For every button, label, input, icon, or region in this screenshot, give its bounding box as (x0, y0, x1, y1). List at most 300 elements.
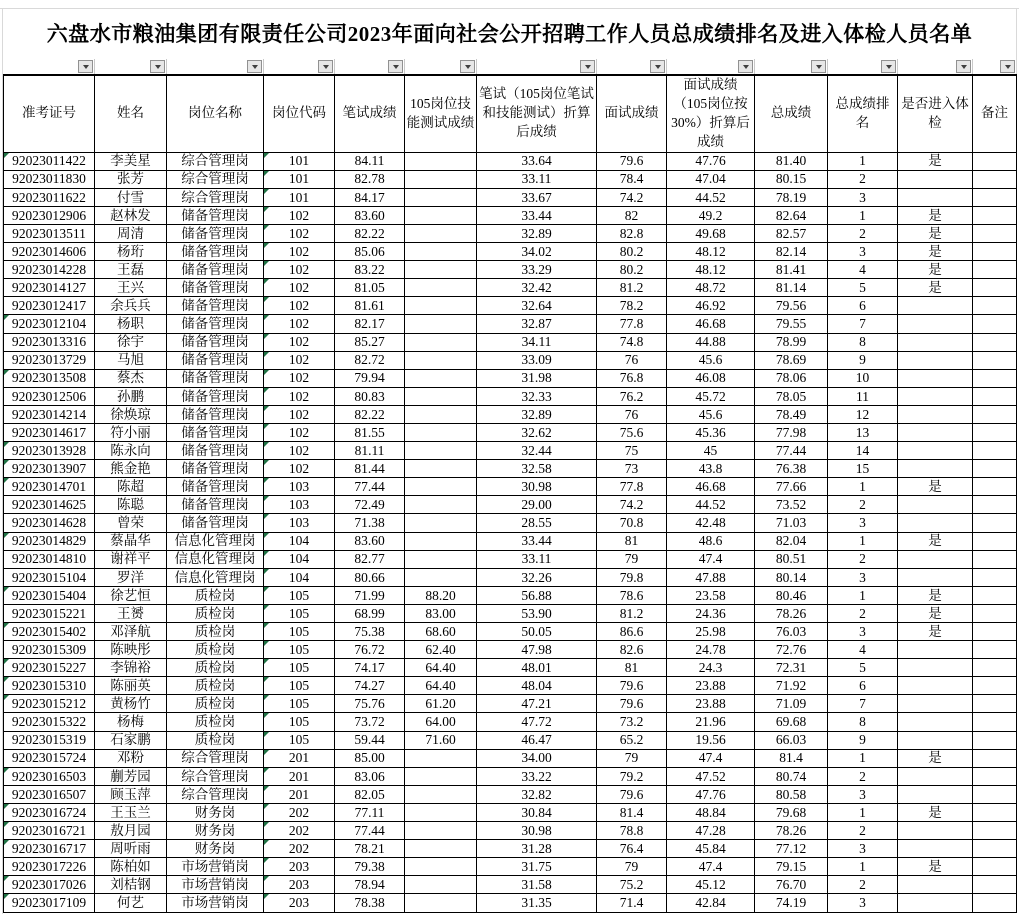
id-cell[interactable]: 92023016717 (4, 840, 95, 858)
total-cell[interactable]: 76.70 (755, 876, 828, 894)
written-converted-cell[interactable]: 48.04 (477, 677, 597, 695)
rank-cell[interactable]: 2 (828, 170, 898, 188)
total-cell[interactable]: 77.66 (755, 478, 828, 496)
rank-cell[interactable]: 1 (828, 803, 898, 821)
skill-test-cell[interactable]: 64.40 (405, 677, 477, 695)
rank-cell[interactable]: 3 (828, 188, 898, 206)
rank-cell[interactable]: 3 (828, 243, 898, 261)
medical-cell[interactable]: 是 (898, 604, 973, 622)
remark-cell[interactable] (973, 333, 1017, 351)
written-converted-cell[interactable]: 47.72 (477, 713, 597, 731)
name-cell[interactable]: 孙鹏 (95, 387, 167, 405)
column-header-total[interactable]: 总成绩 (755, 75, 828, 152)
id-cell[interactable]: 92023017226 (4, 858, 95, 876)
written-converted-cell[interactable]: 31.35 (477, 894, 597, 912)
rank-cell[interactable]: 6 (828, 297, 898, 315)
id-cell[interactable]: 92023014214 (4, 405, 95, 423)
interview-converted-cell[interactable]: 46.92 (667, 297, 755, 315)
id-cell[interactable]: 92023015724 (4, 749, 95, 767)
written-cell[interactable]: 79.94 (335, 369, 405, 387)
remark-cell[interactable] (973, 261, 1017, 279)
skill-test-cell[interactable] (405, 442, 477, 460)
position-cell[interactable]: 质检岗 (167, 641, 264, 659)
skill-test-cell[interactable] (405, 369, 477, 387)
written-converted-cell[interactable]: 33.11 (477, 550, 597, 568)
written-cell[interactable]: 83.60 (335, 532, 405, 550)
written-converted-cell[interactable]: 53.90 (477, 604, 597, 622)
code-cell[interactable]: 102 (264, 224, 335, 242)
position-cell[interactable]: 储备管理岗 (167, 297, 264, 315)
id-cell[interactable]: 92023015212 (4, 695, 95, 713)
interview-cell[interactable]: 78.4 (597, 170, 667, 188)
interview-cell[interactable]: 76.4 (597, 840, 667, 858)
remark-cell[interactable] (973, 405, 1017, 423)
remark-cell[interactable] (973, 460, 1017, 478)
code-cell[interactable]: 201 (264, 749, 335, 767)
interview-cell[interactable]: 77.8 (597, 315, 667, 333)
id-cell[interactable]: 92023013907 (4, 460, 95, 478)
position-cell[interactable]: 储备管理岗 (167, 315, 264, 333)
interview-cell[interactable]: 70.8 (597, 514, 667, 532)
interview-cell[interactable]: 79.8 (597, 568, 667, 586)
remark-cell[interactable] (973, 623, 1017, 641)
position-cell[interactable]: 储备管理岗 (167, 423, 264, 441)
code-cell[interactable]: 203 (264, 858, 335, 876)
medical-cell[interactable] (898, 731, 973, 749)
position-cell[interactable]: 信息化管理岗 (167, 550, 264, 568)
name-cell[interactable]: 蔡晶华 (95, 532, 167, 550)
remark-cell[interactable] (973, 478, 1017, 496)
position-cell[interactable]: 综合管理岗 (167, 785, 264, 803)
written-cell[interactable]: 81.05 (335, 279, 405, 297)
remark-cell[interactable] (973, 876, 1017, 894)
interview-converted-cell[interactable]: 23.88 (667, 677, 755, 695)
skill-test-cell[interactable] (405, 333, 477, 351)
interview-converted-cell[interactable]: 47.88 (667, 568, 755, 586)
interview-cell[interactable]: 76 (597, 405, 667, 423)
name-cell[interactable]: 谢祥平 (95, 550, 167, 568)
written-converted-cell[interactable]: 33.44 (477, 532, 597, 550)
written-converted-cell[interactable]: 32.26 (477, 568, 597, 586)
remark-cell[interactable] (973, 188, 1017, 206)
name-cell[interactable]: 邓粉 (95, 749, 167, 767)
written-cell[interactable]: 79.38 (335, 858, 405, 876)
interview-cell[interactable]: 78.6 (597, 586, 667, 604)
code-cell[interactable]: 203 (264, 876, 335, 894)
written-converted-cell[interactable]: 50.05 (477, 623, 597, 641)
skill-test-cell[interactable]: 64.40 (405, 659, 477, 677)
rank-cell[interactable]: 2 (828, 550, 898, 568)
interview-cell[interactable]: 71.4 (597, 894, 667, 912)
interview-converted-cell[interactable]: 45.12 (667, 876, 755, 894)
code-cell[interactable]: 102 (264, 297, 335, 315)
code-cell[interactable]: 104 (264, 568, 335, 586)
id-cell[interactable]: 92023015309 (4, 641, 95, 659)
rank-cell[interactable]: 3 (828, 568, 898, 586)
position-cell[interactable]: 储备管理岗 (167, 387, 264, 405)
position-cell[interactable]: 综合管理岗 (167, 152, 264, 170)
position-cell[interactable]: 储备管理岗 (167, 442, 264, 460)
medical-cell[interactable]: 是 (898, 803, 973, 821)
interview-converted-cell[interactable]: 46.68 (667, 315, 755, 333)
filter-dropdown-button[interactable] (460, 60, 475, 73)
remark-cell[interactable] (973, 351, 1017, 369)
total-cell[interactable]: 81.40 (755, 152, 828, 170)
written-cell[interactable]: 77.11 (335, 803, 405, 821)
interview-converted-cell[interactable]: 48.12 (667, 243, 755, 261)
interview-converted-cell[interactable]: 44.52 (667, 188, 755, 206)
name-cell[interactable]: 徐焕琼 (95, 405, 167, 423)
interview-cell[interactable]: 80.2 (597, 261, 667, 279)
id-cell[interactable]: 92023014628 (4, 514, 95, 532)
skill-test-cell[interactable] (405, 514, 477, 532)
total-cell[interactable]: 66.03 (755, 731, 828, 749)
rank-cell[interactable]: 3 (828, 894, 898, 912)
skill-test-cell[interactable] (405, 423, 477, 441)
interview-cell[interactable]: 78.2 (597, 297, 667, 315)
total-cell[interactable]: 78.26 (755, 604, 828, 622)
written-cell[interactable]: 71.99 (335, 586, 405, 604)
remark-cell[interactable] (973, 695, 1017, 713)
written-cell[interactable]: 74.17 (335, 659, 405, 677)
interview-converted-cell[interactable]: 47.4 (667, 550, 755, 568)
medical-cell[interactable]: 是 (898, 623, 973, 641)
written-cell[interactable]: 74.27 (335, 677, 405, 695)
column-header-remark[interactable]: 备注 (973, 75, 1017, 152)
rank-cell[interactable]: 3 (828, 840, 898, 858)
id-cell[interactable]: 92023013316 (4, 333, 95, 351)
column-header-skill-test[interactable]: 105岗位技能测试成绩 (405, 75, 477, 152)
filter-dropdown-button[interactable] (881, 60, 896, 73)
name-cell[interactable]: 王兴 (95, 279, 167, 297)
total-cell[interactable]: 80.74 (755, 767, 828, 785)
interview-cell[interactable]: 79 (597, 749, 667, 767)
interview-converted-cell[interactable]: 47.52 (667, 767, 755, 785)
written-converted-cell[interactable]: 33.67 (477, 188, 597, 206)
position-cell[interactable]: 质检岗 (167, 623, 264, 641)
remark-cell[interactable] (973, 822, 1017, 840)
code-cell[interactable]: 105 (264, 677, 335, 695)
interview-converted-cell[interactable]: 49.68 (667, 224, 755, 242)
position-cell[interactable]: 储备管理岗 (167, 496, 264, 514)
written-cell[interactable]: 82.72 (335, 351, 405, 369)
total-cell[interactable]: 77.44 (755, 442, 828, 460)
remark-cell[interactable] (973, 604, 1017, 622)
interview-cell[interactable]: 81 (597, 532, 667, 550)
code-cell[interactable]: 102 (264, 279, 335, 297)
interview-cell[interactable]: 81.2 (597, 604, 667, 622)
skill-test-cell[interactable] (405, 876, 477, 894)
skill-test-cell[interactable] (405, 478, 477, 496)
rank-cell[interactable]: 14 (828, 442, 898, 460)
id-cell[interactable]: 92023016507 (4, 785, 95, 803)
medical-cell[interactable] (898, 369, 973, 387)
name-cell[interactable]: 杨梅 (95, 713, 167, 731)
code-cell[interactable]: 102 (264, 351, 335, 369)
written-cell[interactable]: 71.38 (335, 514, 405, 532)
remark-cell[interactable] (973, 840, 1017, 858)
interview-converted-cell[interactable]: 47.76 (667, 785, 755, 803)
medical-cell[interactable] (898, 876, 973, 894)
medical-cell[interactable] (898, 333, 973, 351)
total-cell[interactable]: 71.09 (755, 695, 828, 713)
rank-cell[interactable]: 9 (828, 731, 898, 749)
filter-dropdown-button[interactable] (811, 60, 826, 73)
medical-cell[interactable] (898, 387, 973, 405)
remark-cell[interactable] (973, 514, 1017, 532)
total-cell[interactable]: 71.03 (755, 514, 828, 532)
id-cell[interactable]: 92023016721 (4, 822, 95, 840)
code-cell[interactable]: 105 (264, 623, 335, 641)
id-cell[interactable]: 92023011422 (4, 152, 95, 170)
column-header-written[interactable]: 笔试成绩 (335, 75, 405, 152)
medical-cell[interactable] (898, 514, 973, 532)
written-converted-cell[interactable]: 31.58 (477, 876, 597, 894)
interview-converted-cell[interactable]: 42.48 (667, 514, 755, 532)
name-cell[interactable]: 陈永向 (95, 442, 167, 460)
rank-cell[interactable]: 15 (828, 460, 898, 478)
interview-cell[interactable]: 74.2 (597, 188, 667, 206)
id-cell[interactable]: 92023015221 (4, 604, 95, 622)
name-cell[interactable]: 徐宇 (95, 333, 167, 351)
rank-cell[interactable]: 8 (828, 333, 898, 351)
code-cell[interactable]: 105 (264, 641, 335, 659)
interview-converted-cell[interactable]: 47.04 (667, 170, 755, 188)
medical-cell[interactable]: 是 (898, 532, 973, 550)
filter-dropdown-button[interactable] (318, 60, 333, 73)
remark-cell[interactable] (973, 767, 1017, 785)
written-converted-cell[interactable]: 33.11 (477, 170, 597, 188)
written-converted-cell[interactable]: 32.89 (477, 405, 597, 423)
column-header-written-converted[interactable]: 笔试（105岗位笔试和技能测试）折算后成绩 (477, 75, 597, 152)
position-cell[interactable]: 储备管理岗 (167, 405, 264, 423)
total-cell[interactable]: 74.19 (755, 894, 828, 912)
total-cell[interactable]: 82.14 (755, 243, 828, 261)
rank-cell[interactable]: 1 (828, 152, 898, 170)
total-cell[interactable]: 78.06 (755, 369, 828, 387)
filter-dropdown-button[interactable] (388, 60, 403, 73)
skill-test-cell[interactable] (405, 840, 477, 858)
id-cell[interactable]: 92023011622 (4, 188, 95, 206)
position-cell[interactable]: 综合管理岗 (167, 188, 264, 206)
name-cell[interactable]: 杨珩 (95, 243, 167, 261)
name-cell[interactable]: 敖月园 (95, 822, 167, 840)
name-cell[interactable]: 罗洋 (95, 568, 167, 586)
id-cell[interactable]: 92023013508 (4, 369, 95, 387)
written-converted-cell[interactable]: 32.64 (477, 297, 597, 315)
written-cell[interactable]: 83.06 (335, 767, 405, 785)
code-cell[interactable]: 102 (264, 333, 335, 351)
position-cell[interactable]: 储备管理岗 (167, 333, 264, 351)
interview-converted-cell[interactable]: 24.78 (667, 641, 755, 659)
interview-cell[interactable]: 79.2 (597, 767, 667, 785)
name-cell[interactable]: 何艺 (95, 894, 167, 912)
id-cell[interactable]: 92023017109 (4, 894, 95, 912)
position-cell[interactable]: 储备管理岗 (167, 460, 264, 478)
total-cell[interactable]: 79.68 (755, 803, 828, 821)
skill-test-cell[interactable] (405, 188, 477, 206)
total-cell[interactable]: 79.15 (755, 858, 828, 876)
medical-cell[interactable]: 是 (898, 261, 973, 279)
written-converted-cell[interactable]: 33.22 (477, 767, 597, 785)
written-converted-cell[interactable]: 31.28 (477, 840, 597, 858)
written-cell[interactable]: 80.66 (335, 568, 405, 586)
interview-converted-cell[interactable]: 45.84 (667, 840, 755, 858)
filter-dropdown-button[interactable] (78, 60, 93, 73)
remark-cell[interactable] (973, 152, 1017, 170)
position-cell[interactable]: 储备管理岗 (167, 243, 264, 261)
name-cell[interactable]: 陈柏如 (95, 858, 167, 876)
id-cell[interactable]: 92023011830 (4, 170, 95, 188)
filter-dropdown-button[interactable] (738, 60, 753, 73)
rank-cell[interactable]: 11 (828, 387, 898, 405)
code-cell[interactable]: 202 (264, 822, 335, 840)
code-cell[interactable]: 102 (264, 423, 335, 441)
skill-test-cell[interactable]: 83.00 (405, 604, 477, 622)
total-cell[interactable]: 73.52 (755, 496, 828, 514)
position-cell[interactable]: 市场营销岗 (167, 858, 264, 876)
code-cell[interactable]: 105 (264, 586, 335, 604)
total-cell[interactable]: 80.14 (755, 568, 828, 586)
code-cell[interactable]: 102 (264, 315, 335, 333)
medical-cell[interactable] (898, 460, 973, 478)
medical-cell[interactable] (898, 188, 973, 206)
interview-cell[interactable]: 79.6 (597, 695, 667, 713)
remark-cell[interactable] (973, 785, 1017, 803)
medical-cell[interactable]: 是 (898, 478, 973, 496)
skill-test-cell[interactable] (405, 206, 477, 224)
interview-cell[interactable]: 82.6 (597, 641, 667, 659)
medical-cell[interactable] (898, 822, 973, 840)
id-cell[interactable]: 92023014228 (4, 261, 95, 279)
total-cell[interactable]: 78.19 (755, 188, 828, 206)
total-cell[interactable]: 78.69 (755, 351, 828, 369)
written-cell[interactable]: 78.94 (335, 876, 405, 894)
rank-cell[interactable]: 2 (828, 496, 898, 514)
medical-cell[interactable]: 是 (898, 749, 973, 767)
written-converted-cell[interactable]: 34.02 (477, 243, 597, 261)
written-converted-cell[interactable]: 34.11 (477, 333, 597, 351)
position-cell[interactable]: 储备管理岗 (167, 514, 264, 532)
filter-dropdown-button[interactable] (247, 60, 262, 73)
code-cell[interactable]: 202 (264, 840, 335, 858)
interview-cell[interactable]: 75.6 (597, 423, 667, 441)
remark-cell[interactable] (973, 641, 1017, 659)
remark-cell[interactable] (973, 297, 1017, 315)
skill-test-cell[interactable] (405, 243, 477, 261)
medical-cell[interactable] (898, 767, 973, 785)
code-cell[interactable]: 102 (264, 243, 335, 261)
name-cell[interactable]: 张芳 (95, 170, 167, 188)
skill-test-cell[interactable] (405, 315, 477, 333)
skill-test-cell[interactable]: 68.60 (405, 623, 477, 641)
written-cell[interactable]: 82.22 (335, 224, 405, 242)
rank-cell[interactable]: 6 (828, 677, 898, 695)
name-cell[interactable]: 王磊 (95, 261, 167, 279)
id-cell[interactable]: 92023015310 (4, 677, 95, 695)
total-cell[interactable]: 78.05 (755, 387, 828, 405)
remark-cell[interactable] (973, 749, 1017, 767)
interview-cell[interactable]: 81.4 (597, 803, 667, 821)
remark-cell[interactable] (973, 659, 1017, 677)
total-cell[interactable]: 80.46 (755, 586, 828, 604)
code-cell[interactable]: 105 (264, 659, 335, 677)
remark-cell[interactable] (973, 224, 1017, 242)
written-converted-cell[interactable]: 34.00 (477, 749, 597, 767)
written-converted-cell[interactable]: 28.55 (477, 514, 597, 532)
written-cell[interactable]: 84.17 (335, 188, 405, 206)
remark-cell[interactable] (973, 279, 1017, 297)
medical-cell[interactable]: 是 (898, 152, 973, 170)
name-cell[interactable]: 周清 (95, 224, 167, 242)
rank-cell[interactable]: 4 (828, 261, 898, 279)
rank-cell[interactable]: 2 (828, 767, 898, 785)
written-cell[interactable]: 83.22 (335, 261, 405, 279)
name-cell[interactable]: 杨职 (95, 315, 167, 333)
interview-converted-cell[interactable]: 46.08 (667, 369, 755, 387)
code-cell[interactable]: 105 (264, 713, 335, 731)
interview-converted-cell[interactable]: 44.88 (667, 333, 755, 351)
remark-cell[interactable] (973, 387, 1017, 405)
name-cell[interactable]: 陈聪 (95, 496, 167, 514)
skill-test-cell[interactable] (405, 532, 477, 550)
code-cell[interactable]: 102 (264, 387, 335, 405)
written-converted-cell[interactable]: 32.58 (477, 460, 597, 478)
remark-cell[interactable] (973, 550, 1017, 568)
position-cell[interactable]: 质检岗 (167, 731, 264, 749)
position-cell[interactable]: 储备管理岗 (167, 478, 264, 496)
skill-test-cell[interactable] (405, 568, 477, 586)
rank-cell[interactable]: 5 (828, 659, 898, 677)
interview-converted-cell[interactable]: 48.6 (667, 532, 755, 550)
position-cell[interactable]: 储备管理岗 (167, 206, 264, 224)
skill-test-cell[interactable] (405, 387, 477, 405)
id-cell[interactable]: 92023014617 (4, 423, 95, 441)
skill-test-cell[interactable] (405, 351, 477, 369)
medical-cell[interactable] (898, 315, 973, 333)
remark-cell[interactable] (973, 586, 1017, 604)
interview-converted-cell[interactable]: 45.72 (667, 387, 755, 405)
id-cell[interactable]: 92023015104 (4, 568, 95, 586)
position-cell[interactable]: 综合管理岗 (167, 749, 264, 767)
written-converted-cell[interactable]: 32.33 (477, 387, 597, 405)
medical-cell[interactable] (898, 641, 973, 659)
remark-cell[interactable] (973, 803, 1017, 821)
written-converted-cell[interactable]: 30.98 (477, 822, 597, 840)
written-cell[interactable]: 82.22 (335, 405, 405, 423)
rank-cell[interactable]: 3 (828, 785, 898, 803)
name-cell[interactable]: 余兵兵 (95, 297, 167, 315)
position-cell[interactable]: 质检岗 (167, 677, 264, 695)
interview-cell[interactable]: 81.2 (597, 279, 667, 297)
total-cell[interactable]: 76.03 (755, 623, 828, 641)
interview-converted-cell[interactable]: 49.2 (667, 206, 755, 224)
medical-cell[interactable] (898, 442, 973, 460)
interview-converted-cell[interactable]: 47.28 (667, 822, 755, 840)
written-cell[interactable]: 75.38 (335, 623, 405, 641)
interview-cell[interactable]: 81 (597, 659, 667, 677)
id-cell[interactable]: 92023013729 (4, 351, 95, 369)
skill-test-cell[interactable] (405, 405, 477, 423)
name-cell[interactable]: 周听雨 (95, 840, 167, 858)
written-cell[interactable]: 81.61 (335, 297, 405, 315)
remark-cell[interactable] (973, 532, 1017, 550)
medical-cell[interactable] (898, 297, 973, 315)
rank-cell[interactable]: 2 (828, 604, 898, 622)
skill-test-cell[interactable] (405, 224, 477, 242)
written-cell[interactable]: 82.05 (335, 785, 405, 803)
name-cell[interactable]: 蔡杰 (95, 369, 167, 387)
